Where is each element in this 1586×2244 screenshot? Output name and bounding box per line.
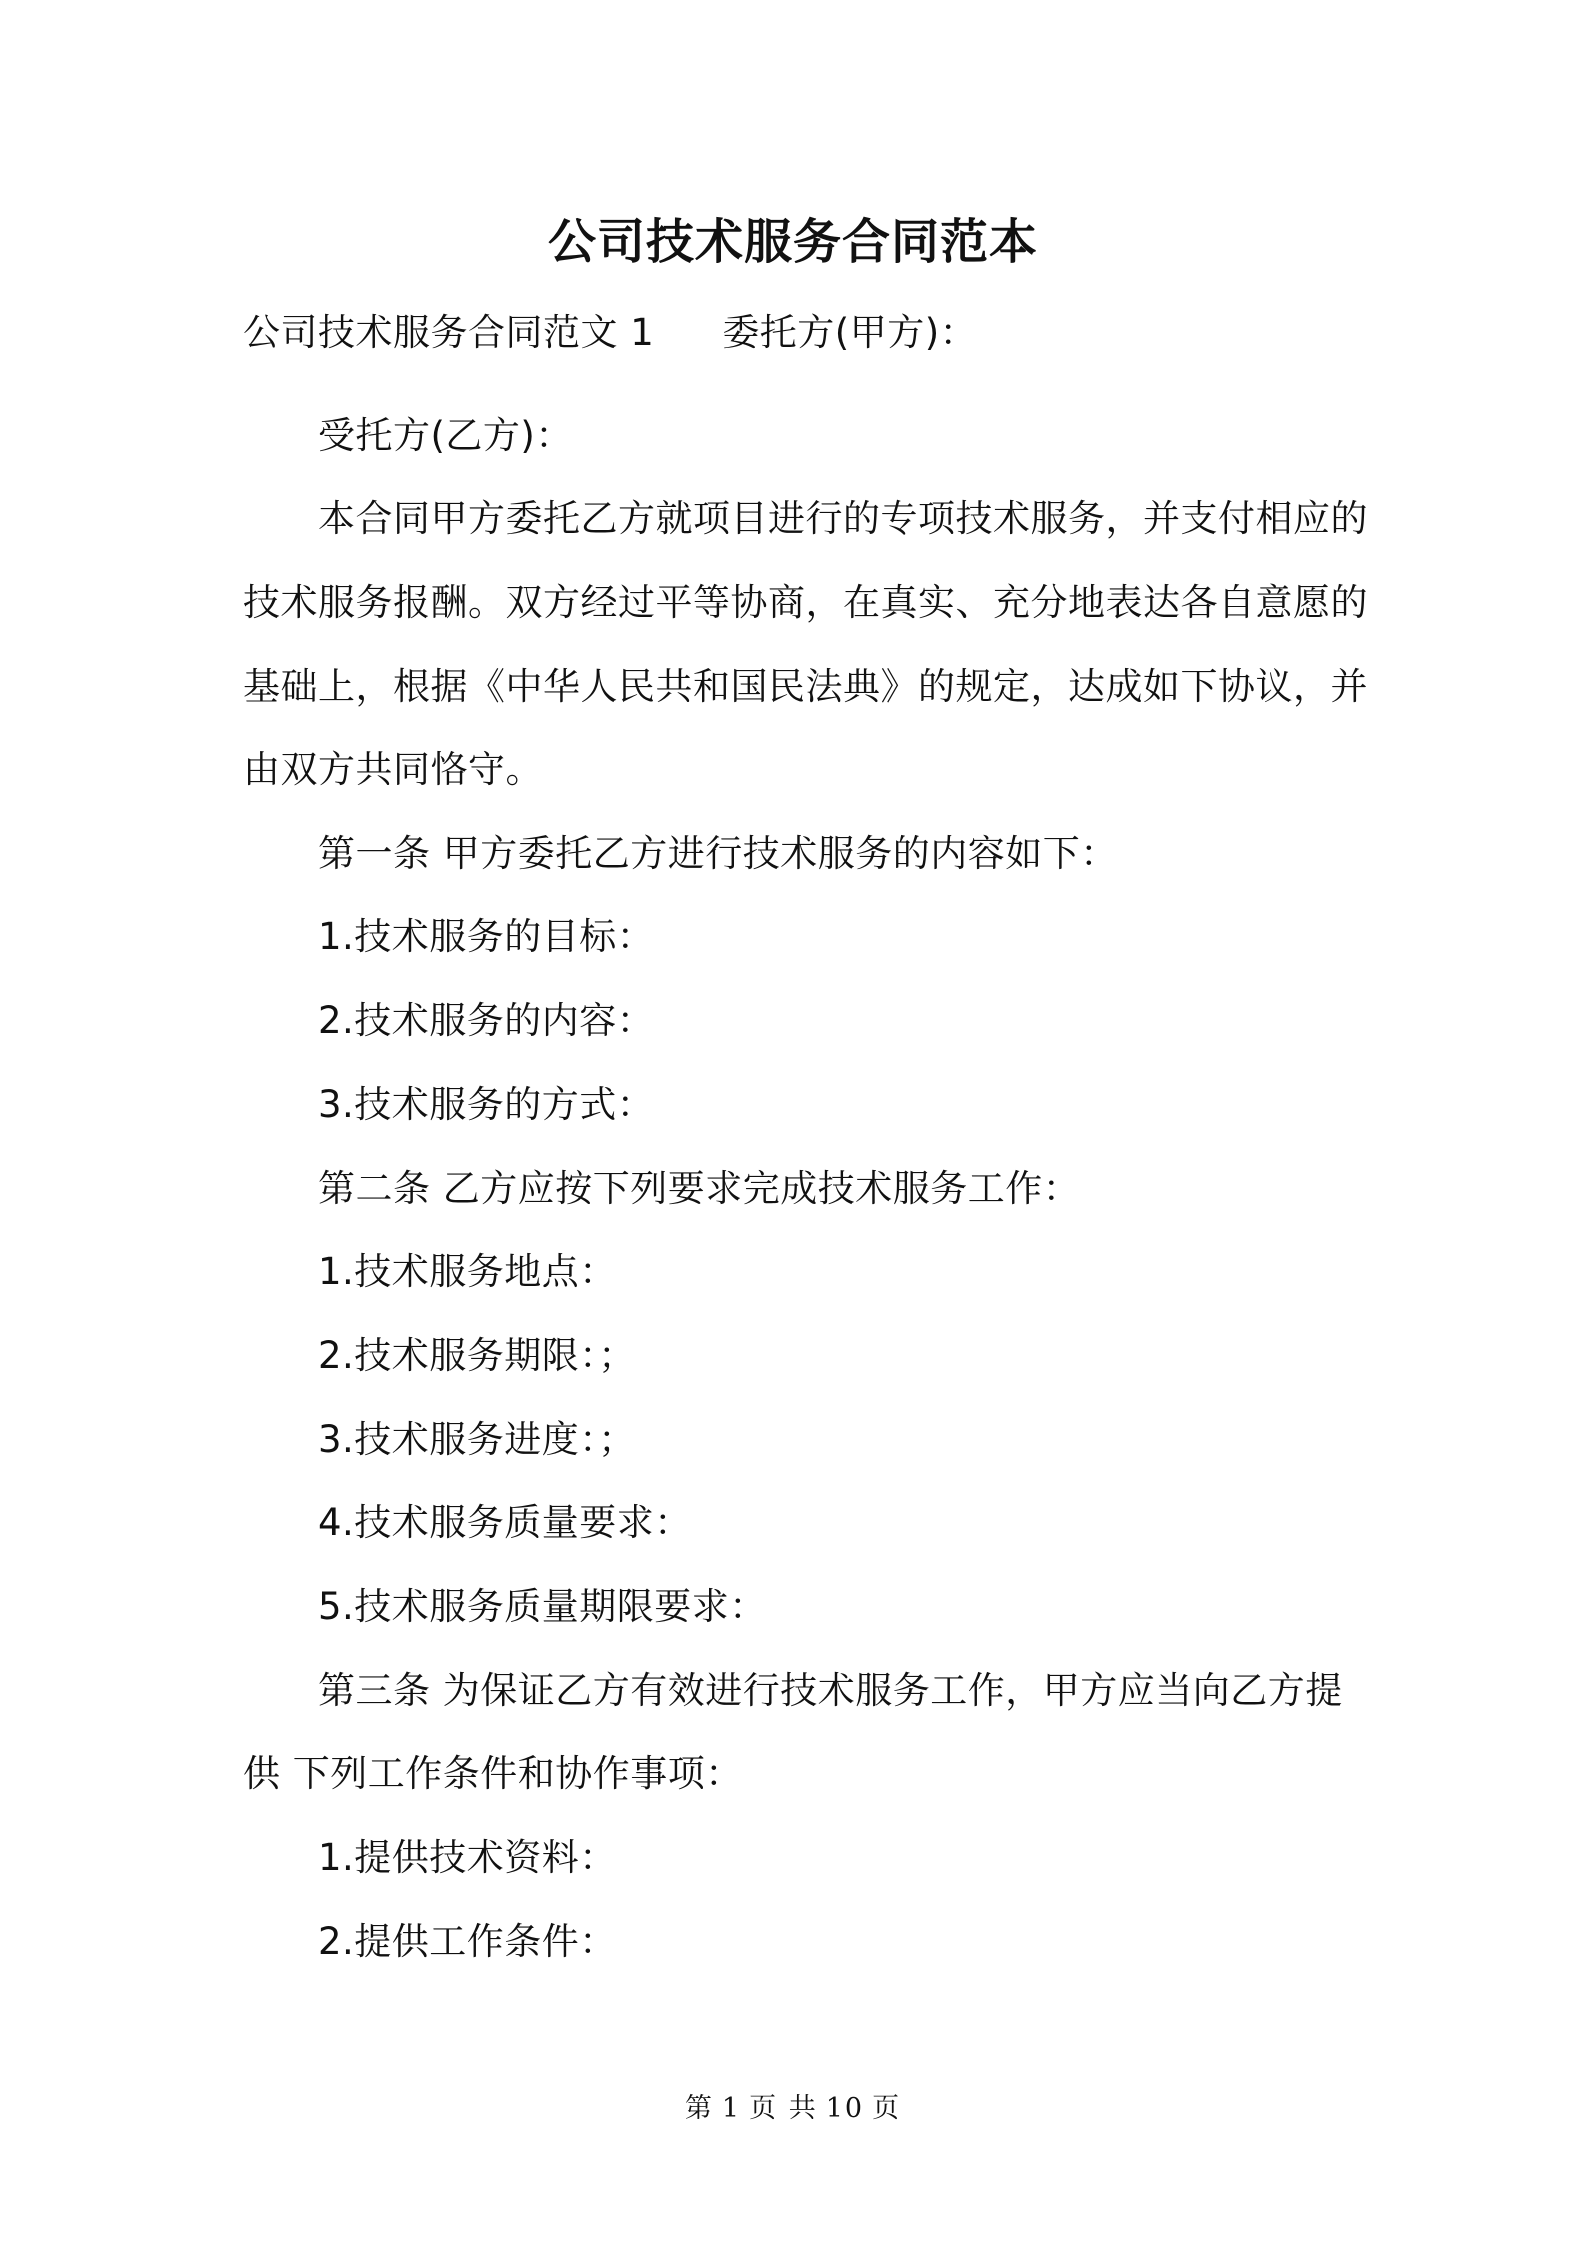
- list-item: 1.技术服务的目标：: [318, 915, 655, 958]
- footer-prefix: 第: [684, 2093, 714, 2124]
- article-heading: 第一条 甲方委托乙方进行技术服务的内容如下：: [318, 832, 1118, 875]
- footer-mid: 页 共: [749, 2093, 818, 2124]
- list-item: 1.技术服务地点：: [318, 1250, 617, 1293]
- list-item: 2.技术服务的内容：: [318, 999, 655, 1042]
- current-page-number: 1: [721, 2093, 742, 2124]
- paragraph-line: 本合同甲方委托乙方就项目进行的专项技术服务，并支付相应的: [318, 497, 1368, 540]
- contract-heading: 公司技术服务合同范文 1: [243, 311, 655, 354]
- list-item: 5.技术服务质量期限要求：: [318, 1585, 767, 1628]
- total-pages-number: 10: [825, 2093, 865, 2124]
- party-a-label: 委托方(甲方)：: [722, 311, 978, 354]
- list-item: 1.提供技术资料：: [318, 1836, 617, 1879]
- list-item: 2.技术服务期限：；: [318, 1334, 636, 1377]
- list-item: 2.提供工作条件：: [318, 1920, 617, 1963]
- page-footer: [0, 2092, 1586, 2126]
- list-item: 3.技术服务进度：；: [318, 1418, 636, 1461]
- party-b-label: 受托方(乙方)：: [318, 414, 573, 457]
- list-item: 4.技术服务质量要求：: [318, 1501, 692, 1544]
- paragraph-line: 技术服务报酬。双方经过平等协商，在真实、充分地表达各自意愿的: [243, 581, 1368, 624]
- list-item: 3.技术服务的方式：: [318, 1083, 655, 1126]
- paragraph-line: 基础上，根据《中华人民共和国民法典》的规定，达成如下协议，并: [243, 665, 1368, 708]
- paragraph-line: 供 下列工作条件和协作事项：: [243, 1752, 743, 1795]
- article-heading: 第三条 为保证乙方有效进行技术服务工作，甲方应当向乙方提: [318, 1669, 1343, 1712]
- paragraph-line: 由双方共同恪守。: [243, 748, 543, 791]
- article-heading: 第二条 乙方应按下列要求完成技术服务工作：: [318, 1167, 1081, 1210]
- document-title: 公司技术服务合同范本: [547, 214, 1038, 270]
- first-line: [243, 310, 977, 356]
- footer-suffix: 页: [872, 2093, 902, 2124]
